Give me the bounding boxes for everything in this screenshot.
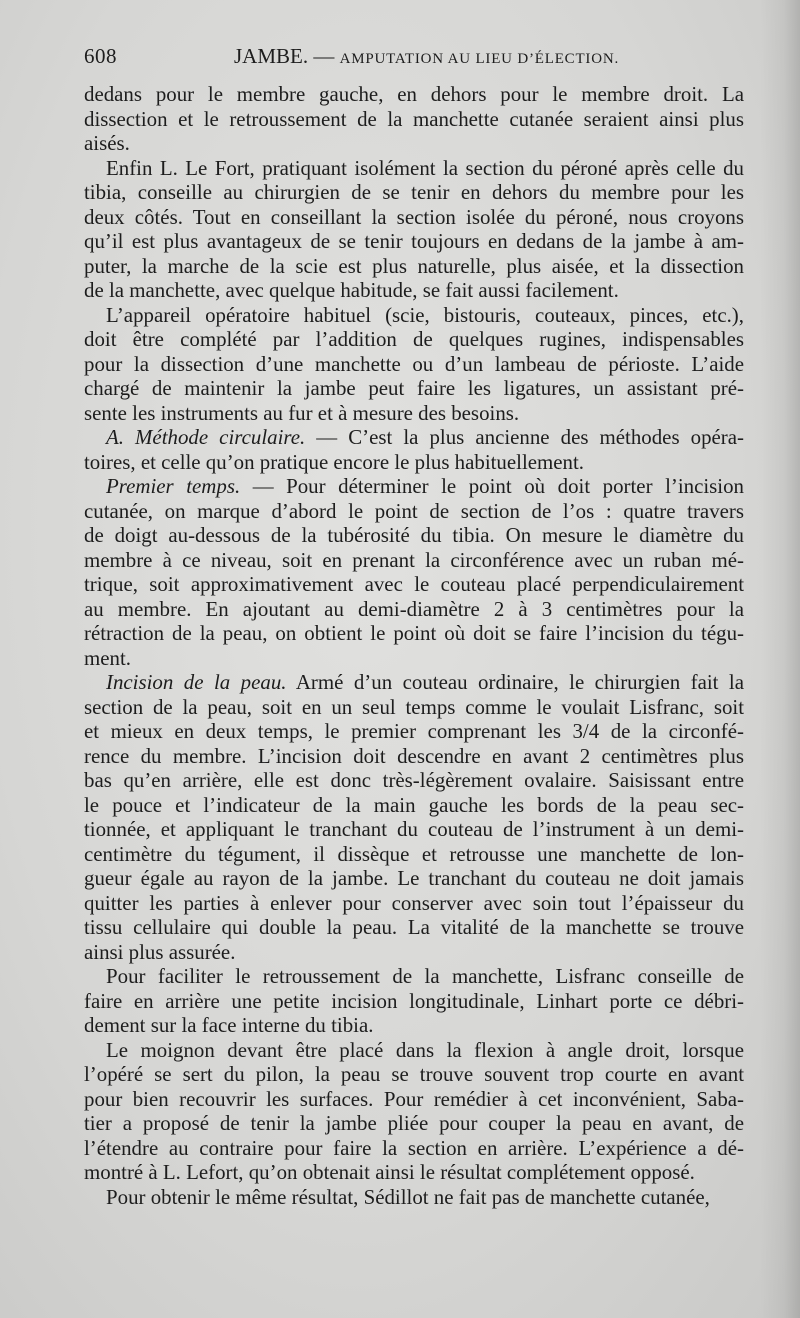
line-text: et mieux en deux temps, le premier comprenant les 3/4 de la circonfé- [84,719,744,743]
text-line [84,376,744,401]
text-line [84,131,744,156]
text-line [84,597,744,622]
text-line [84,989,744,1014]
line-text: section de la peau, soit en un seul temps comme le voulait Lisfranc, soit [84,694,744,719]
line-text: doit être complété par l’addition de quelques rugines, indispensables [84,327,744,351]
paragraph-heading: A. Méthode circulaire. [106,425,306,449]
text-line [84,1038,744,1063]
text-line [84,180,744,205]
paragraph [84,474,744,670]
text-line [84,1160,744,1185]
line-text: dissection et le retroussement de la manchette cutanée seraient ainsi plus [84,106,744,131]
running-title-main: JAMBE. [234,44,309,68]
text-line [84,425,744,450]
text-line [84,205,744,230]
paragraph-heading: Premier temps. [106,474,241,498]
text-line [84,352,744,377]
text-line [84,1087,744,1112]
text-line [84,1185,744,1210]
paragraph [84,156,744,303]
text-line [84,572,744,597]
text-line [84,695,744,720]
text-line [84,915,744,940]
paragraph [84,670,744,964]
line-text: L’appareil opératoire habituel (scie, bistouris, couteaux, pinces, etc.), [106,302,744,327]
line-text: Pour obtenir le même résultat, Sédillot ne fait pas de manchette cutanée, [106,1184,710,1209]
line-text: rétraction de la peau, on obtient le point où doit se faire l’incision du tégu- [84,621,744,645]
paragraph [84,425,744,474]
text-line [84,1062,744,1087]
text-line [84,940,744,965]
text-line [84,866,744,891]
text-line [84,964,744,989]
line-text: gueur égale au rayon de la jambe. Le tranchant du couteau ne doit jamais [84,866,744,890]
text-line [84,1136,744,1161]
line-text: tier a proposé de tenir la jambe pliée pour couper la peau en avant, de [84,1111,744,1135]
line-text: toires, et celle qu’on pratique encore le plus habituellement. [84,449,585,474]
line-text: Le moignon devant être placé dans la flexion à angle droit, lorsque [106,1037,744,1062]
line-text: Enfin L. Le Fort, pratiquant isolément la section du péroné après celle du [106,155,744,180]
line-text: au membre. En ajoutant au demi-diamètre 2 à 3 centimètres pour la [84,596,744,621]
line-text: — Pour déterminer le point où doit porter l’incision [240,474,744,498]
line-text: pour la dissection d’une manchette ou d’un lambeau de périoste. L’aide [84,351,744,376]
line-text: de doigt au-dessous de la tubérosité du tibia. On mesure le diamètre du [84,523,744,547]
line-text: de la manchette, avec quelque habitude, se fait aussi facilement. [84,278,619,302]
text-line [84,842,744,867]
line-text: deux côtés. Tout en conseillant la section isolée du péroné, nous croyons [84,204,744,229]
line-text: ainsi plus assurée. [84,939,236,964]
text-line [84,768,744,793]
text-line [84,793,744,818]
line-text: tissu cellulaire qui double la peau. La vitalité de la manchette se trouve [84,915,744,939]
text-line [84,548,744,573]
text-line [84,1013,744,1038]
paragraph-heading: Incision de la peau. [106,670,287,694]
text-line [84,278,744,303]
text-line [84,646,744,671]
text-line [84,229,744,254]
text-line [84,621,744,646]
text-line [84,523,744,548]
line-text: ment. [84,645,131,670]
line-text: trique, soit approximativement avec le couteau placé perpendiculairement [84,572,744,596]
line-text: bas qu’en arrière, elle est donc très-légèrement ovalaire. Saisissant entre [84,768,744,792]
text-line [84,670,744,695]
paragraph [84,964,744,1038]
text-line [84,891,744,916]
line-text: dedans pour le membre gauche, en dehors pour le membre droit. La [84,82,744,106]
body-text [84,82,744,1209]
line-text: faire en arrière une petite incision longitudinale, Linhart porte ce débri- [84,988,744,1013]
line-text: Pour faciliter le retroussement de la manchette, Lisfranc conseille de [106,964,744,988]
line-text: qu’il est plus avantageux de se tenir toujours en dedans de la jambe à am- [84,229,744,253]
line-text: aisés. [84,131,130,155]
running-title-separator: — [313,44,335,68]
text-line [84,450,744,475]
text-line [84,744,744,769]
text-line [84,474,744,499]
text-line [84,303,744,328]
line-text: montré à L. Lefort, qu’on obtenait ainsi le résultat complétement opposé. [84,1160,695,1184]
line-text: tionnée, et appliquant le tranchant du couteau de l’instrument à un demi- [84,817,744,841]
text-line [84,327,744,352]
page-gutter-shadow [760,0,800,1318]
paragraph [84,303,744,426]
running-title [234,44,619,69]
page-number: 608 [84,44,117,68]
line-text: puter, la marche de la scie est plus naturelle, plus aisée, et la dissection [84,253,744,278]
line-text: le pouce et l’indicateur de la main gauche les bords de la peau sec- [84,792,744,817]
line-text: — C’est la plus ancienne des méthodes opéra- [305,425,744,449]
text-line [84,817,744,842]
text-line [84,107,744,132]
line-text: centimètre du tégument, il dissèque et retrousse une manchette de lon- [84,841,744,866]
line-text: dement sur la face interne du tibia. [84,1013,374,1037]
line-text: quitter les parties à enlever pour conserver avec soin tout l’épaisseur du [84,890,744,915]
line-text: Armé d’un couteau ordinaire, le chirurgien fait la [286,670,744,694]
line-text: membre à ce niveau, soit en prenant la circonférence avec un ruban mé- [84,547,744,572]
paragraph [84,1185,744,1210]
running-title-subtitle: AMPUTATION AU LIEU D’ÉLECTION. [339,51,620,67]
text-line [84,401,744,426]
line-text: cutanée, on marque d’abord le point de section de l’os : quatre travers [84,498,744,523]
text-line [84,254,744,279]
line-text: tibia, conseille au chirurgien de se tenir en dehors du membre pour les [84,180,744,204]
text-line [84,719,744,744]
paragraph [84,82,744,156]
line-text: l’opéré se sert du pilon, la peau se trouve souvent trop courte en avant [84,1062,744,1086]
line-text: pour bien recouvrir les surfaces. Pour remédier à cet inconvénient, Saba- [84,1086,744,1111]
line-text: sente les instruments au fur et à mesure des besoins. [84,400,520,425]
text-line [84,82,744,107]
text-line [84,499,744,524]
line-text: chargé de maintenir la jambe peut faire les ligatures, un assistant pré- [84,376,744,400]
text-line [84,156,744,181]
line-text: rence du membre. L’incision doit descendre en avant 2 centimètres plus [84,743,744,768]
text-line [84,1111,744,1136]
running-header [84,44,744,74]
paragraph [84,1038,744,1185]
line-text: l’étendre au contraire pour faire la section en arrière. L’expérience a dé- [84,1135,744,1160]
